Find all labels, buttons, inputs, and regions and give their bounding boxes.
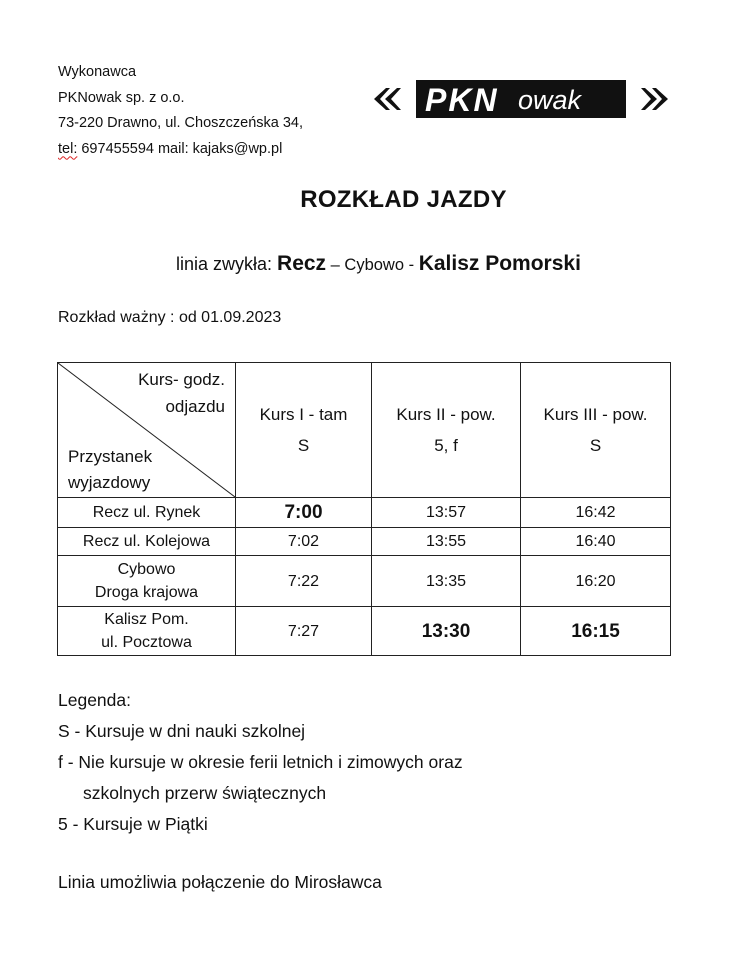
legend-item: 5 - Kursuje w Piątki [58,814,208,834]
stop-line: Kalisz Pom. [104,611,189,628]
stop-cell [58,556,236,607]
corner-top-line: Kurs- godz. [138,370,225,389]
course-header [236,363,372,498]
stop-cell [58,607,236,656]
stop-cell: Recz ul. Kolejowa [58,528,236,556]
page-title: ROZKŁAD JAZDY [300,186,507,213]
corner-bottom-line: wyjazdowy [68,473,151,492]
contractor-label: Wykonawca [58,64,137,80]
contact-details: 697455594 mail: kajaks@wp.pl [77,140,283,157]
table-row [58,556,671,607]
header-row [58,363,671,498]
time-cell: 7:27 [236,607,372,656]
connection-note: Linia umożliwia połączenie do Mirosławca [58,872,382,892]
time-cell: 16:15 [521,607,671,656]
table-row [58,528,671,556]
course-name: Kurs II - pow. [396,405,496,424]
contractor-address: 73-220 Drawno, ul. Choszczeńska 34, [58,115,304,131]
corner-top-label [138,366,225,420]
course-header [372,363,521,498]
contractor-contact [58,137,303,163]
time-cell: 7:02 [236,528,372,556]
course-name: Kurs III - pow. [543,405,648,424]
legend-item: f - Nie kursuje w okresie ferii letnich i zimowych oraz [58,752,463,772]
legend-item: S - Kursuje w dni nauki szkolnej [58,721,306,741]
time-cell: 7:22 [236,556,372,607]
logo-left-arrow-icon [374,88,401,110]
tel-label: tel: [58,140,78,157]
legend-title: Legenda: [58,690,131,710]
stop-cell: Recz ul. Rynek [58,498,236,528]
stop-line: Cybowo [117,561,176,578]
legend-item-continuation: szkolnych przerw świątecznych [83,783,327,803]
line-middle: – Cybowo - [326,256,419,274]
time-cell: 16:40 [521,528,671,556]
company-logo [372,78,670,120]
course-name: Kurs I - tam [259,405,348,424]
logo-text-italic: owak [518,85,582,115]
course-mark: S [589,436,602,455]
line-title [176,252,581,276]
line-stop-end: Kalisz Pomorski [418,252,581,275]
contractor-info [58,60,303,162]
time-cell: 16:20 [521,556,671,607]
time-cell: 13:55 [372,528,521,556]
time-cell: 13:35 [372,556,521,607]
logo-text-bold: PKN [425,82,499,118]
table-row [58,498,671,528]
time-cell: 13:30 [372,607,521,656]
course-mark: 5, f [434,436,458,455]
stop-line: ul. Pocztowa [101,634,192,651]
table-row [58,607,671,656]
logo-right-arrow-icon [641,88,668,110]
corner-top-line: odjazdu [165,397,225,416]
course-mark: S [297,436,310,455]
valid-from: Rozkład ważny : od 01.09.2023 [58,309,282,326]
corner-bottom-label [68,444,152,496]
time-cell: 13:57 [372,498,521,528]
course-header [521,363,671,498]
corner-header [58,363,236,498]
line-prefix: linia zwykła: [176,254,278,274]
contractor-company: PKNowak sp. z o.o. [58,89,185,106]
stop-line: Droga krajowa [94,584,199,601]
corner-bottom-line: Przystanek [68,447,153,466]
time-cell: 16:42 [521,498,671,528]
legend [58,685,463,840]
timetable [57,362,671,656]
time-cell: 7:00 [236,498,372,528]
line-stop-start: Recz [277,252,327,275]
